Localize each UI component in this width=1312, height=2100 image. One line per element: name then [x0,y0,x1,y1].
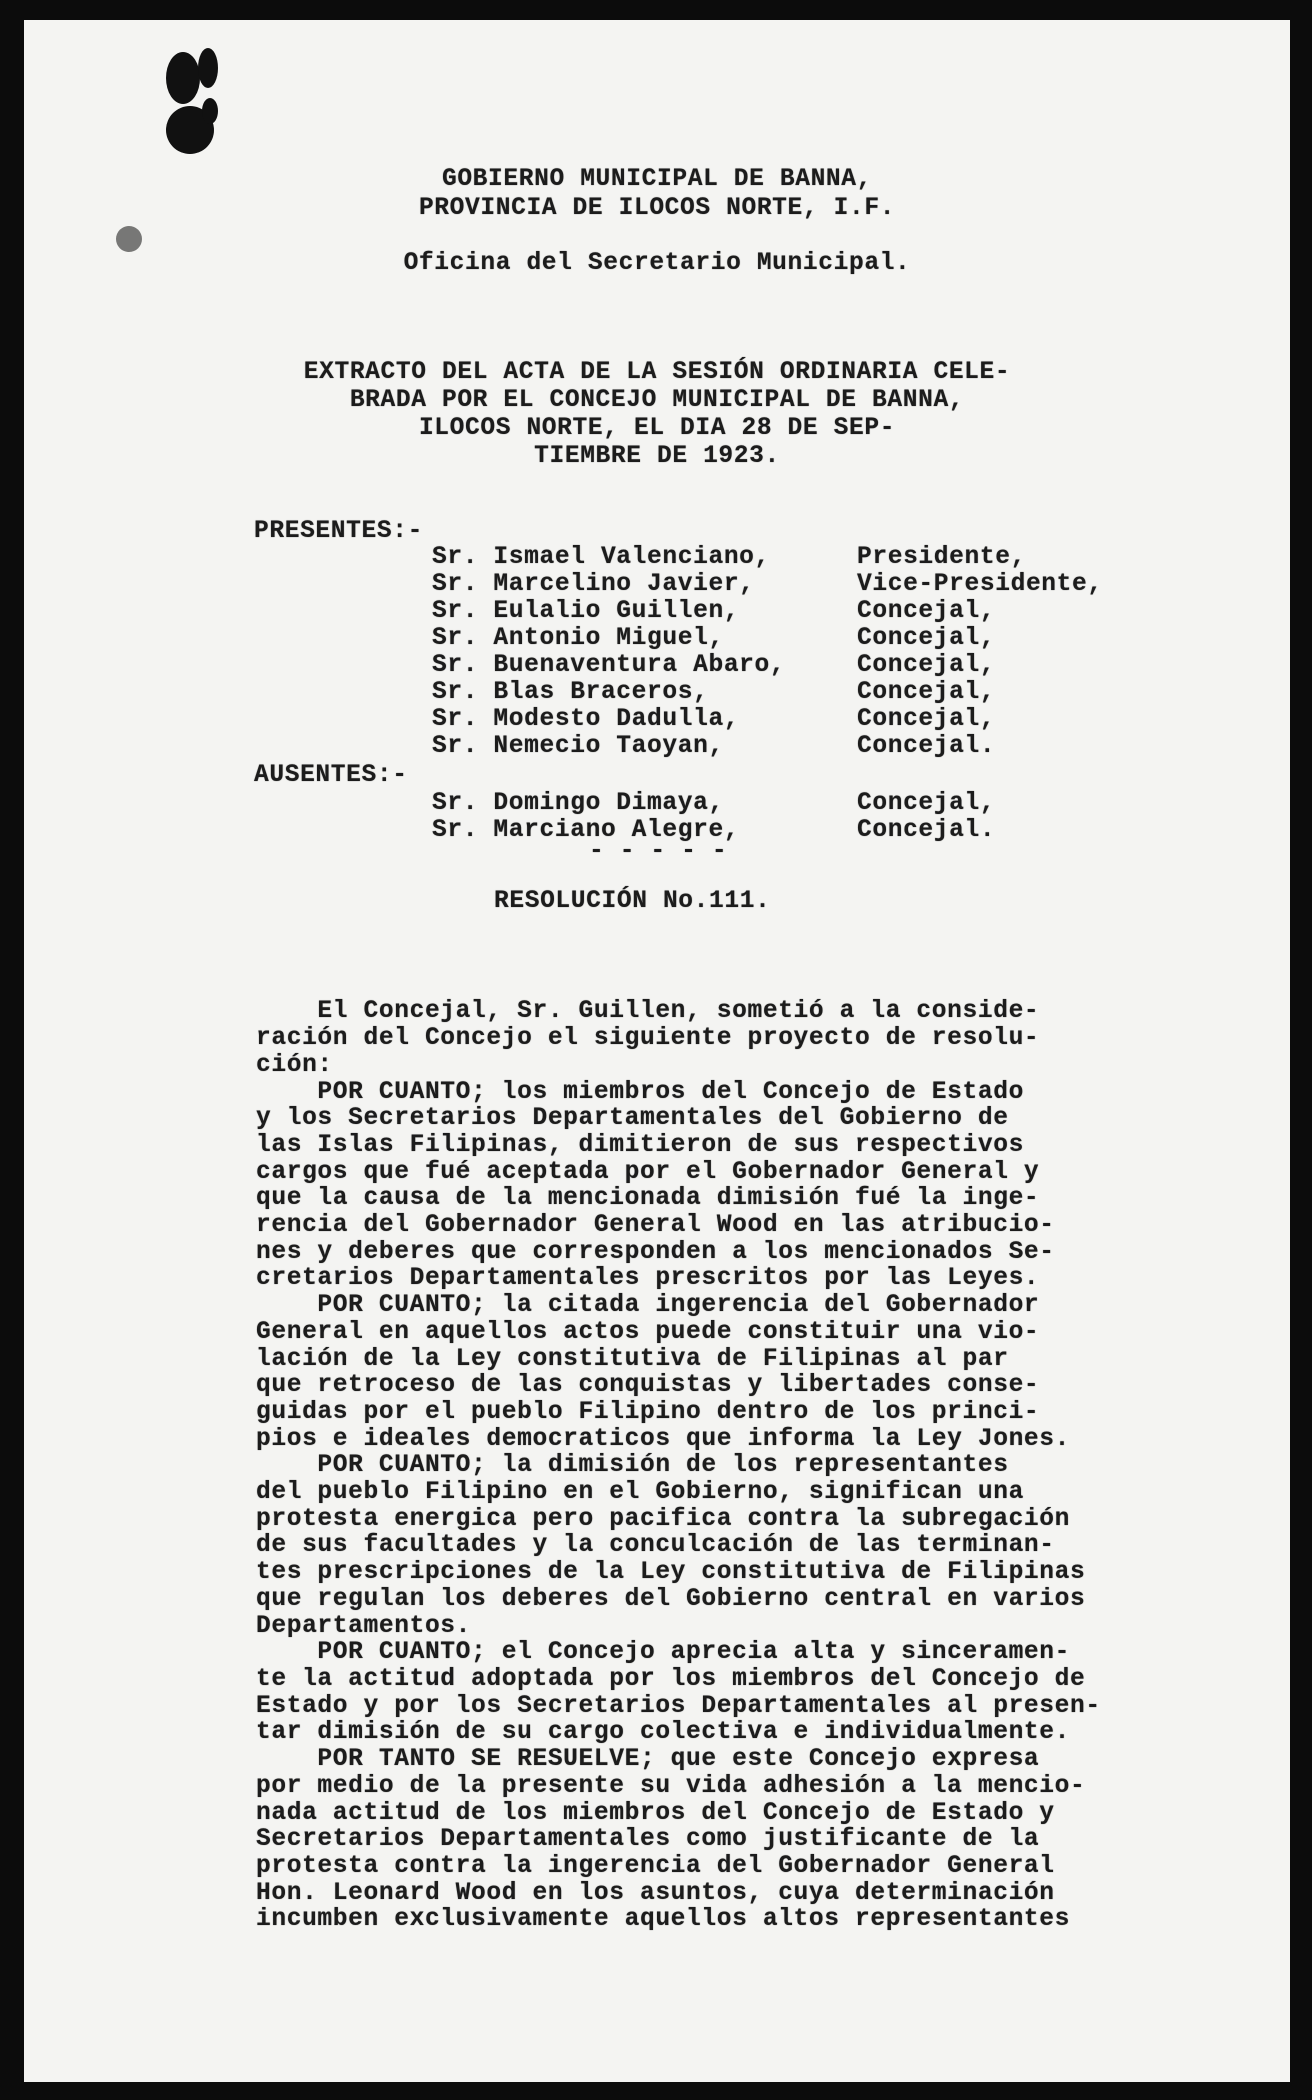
present-member-role: Concejal. [857,733,996,760]
office-line: Oficina del Secretario Municipal. [403,250,911,277]
title-line-1: EXTRACTO DEL ACTA DE LA SESIÓN ORDINARIA CELE- [303,359,1011,386]
present-member-name: Sr. Marcelino Javier, [432,571,755,598]
body-line: rencia del Gobernador General Wood en las atribucio- [256,1212,1055,1240]
body-line: protesta contra la ingerencia del Gobernador General [256,1852,1055,1880]
body-line: protesta energica pero pacifica contra la subregación [256,1505,1071,1533]
absent-member-name: Sr. Domingo Dimaya, [432,790,724,817]
present-member-name: Sr. Ismael Valenciano, [432,544,770,571]
present-member-role: Presidente, [857,544,1026,571]
resolution-body [256,946,1101,1934]
body-line: cargos que fué aceptada por el Gobernador General y [256,1158,1040,1186]
body-line: incumben exclusivamente aquellos altos representantes [256,1906,1071,1934]
body-line: por medio de la presente su vida adhesión a la mencio- [256,1772,1086,1800]
body-line: General en aquellos actos puede constituir una vio- [256,1318,1040,1346]
absent-member-role: Concejal. [857,817,996,844]
document-page [24,20,1290,2082]
body-line: que la causa de la mencionada dimisión fué la inge- [256,1185,1040,1213]
body-line: guidas por el pueblo Filipino dentro de los princi- [256,1398,1040,1426]
present-member-name: Sr. Buenaventura Abaro, [432,652,786,679]
body-line: Estado y por los Secretarios Departamentales al presen- [256,1692,1101,1720]
present-member-role: Concejal, [857,706,996,733]
body-line: POR TANTO SE RESUELVE; que este Concejo expresa [256,1746,1040,1774]
body-line: ración del Concejo el siguiente proyecto de resolu- [256,1025,1040,1053]
body-line: nada actitud de los miembros del Concejo de Estado y [256,1799,1055,1827]
title-line-2: BRADA POR EL CONCEJO MUNICIPAL DE BANNA, [349,387,965,414]
present-member-role: Concejal, [857,679,996,706]
ink-blot [166,52,200,104]
body-line: las Islas Filipinas, dimitieron de sus respectivos [256,1131,1024,1159]
header-line-1: GOBIERNO MUNICIPAL DE BANNA, [441,166,873,193]
body-line: Departamentos. [256,1612,472,1640]
body-line: pios e ideales democraticos que informa la Ley Jones. [256,1425,1071,1453]
body-line: ción: [256,1051,333,1079]
body-line: El Concejal, Sr. Guillen, sometió a la conside- [256,998,1040,1026]
body-line: nes y deberes que corresponden a los mencionados Se- [256,1238,1055,1266]
body-line: tes prescripciones de la Ley constitutiva de Filipinas [256,1559,1086,1587]
ink-blot [198,48,218,88]
body-line: y los Secretarios Departamentales del Gobierno de [256,1105,1009,1133]
body-line: POR CUANTO; la dimisión de los representantes [256,1452,1009,1480]
absent-member-name: Sr. Marciano Alegre, [432,817,740,844]
resolution-title: RESOLUCIÓN No.111. [494,888,771,915]
present-label: PRESENTES:- [254,518,423,545]
separator: - - - - - [589,838,728,865]
body-line: POR CUANTO; la citada ingerencia del Gobernador [256,1292,1040,1320]
body-line: te la actitud adoptada por los miembros del Concejo de [256,1665,1086,1693]
title-line-3: ILOCOS NORTE, EL DIA 28 DE SEP- [418,415,896,442]
present-member-name: Sr. Nemecio Taoyan, [432,733,724,760]
body-line: tar dimisión de su cargo colectiva e individualmente. [256,1719,1071,1747]
present-member-name: Sr. Blas Braceros, [432,679,709,706]
header-line-2: PROVINCIA DE ILOCOS NORTE, I.F. [418,195,896,222]
present-member-name: Sr. Modesto Dadulla, [432,706,740,733]
absent-label: AUSENTES:- [254,762,408,789]
body-line: Secretarios Departamentales como justificante de la [256,1826,1040,1854]
body-line: Hon. Leonard Wood en los asuntos, cuya determinación [256,1879,1055,1907]
body-line: que regulan los deberes del Gobierno central en varios [256,1585,1086,1613]
present-member-name: Sr. Antonio Miguel, [432,625,724,652]
present-member-role: Vice-Presidente, [857,571,1103,598]
body-line: POR CUANTO; los miembros del Concejo de Estado [256,1078,1024,1106]
body-line: POR CUANTO; el Concejo aprecia alta y sinceramen- [256,1639,1071,1667]
present-member-role: Concejal, [857,625,996,652]
title-line-4: TIEMBRE DE 1923. [534,443,780,470]
absent-member-role: Concejal, [857,790,996,817]
ink-smudge [116,226,142,252]
present-member-role: Concejal, [857,652,996,679]
body-line: que retroceso de las conquistas y libertades conse- [256,1372,1040,1400]
body-line: lación de la Ley constitutiva de Filipinas al par [256,1345,1009,1373]
body-line: cretarios Departamentales prescritos por las Leyes. [256,1265,1040,1293]
body-line: de sus facultades y la conculcación de las terminan- [256,1532,1055,1560]
body-line: del pueblo Filipino en el Gobierno, significan una [256,1479,1024,1507]
ink-blot [202,98,218,124]
present-member-name: Sr. Eulalio Guillen, [432,598,740,625]
present-member-role: Concejal, [857,598,996,625]
